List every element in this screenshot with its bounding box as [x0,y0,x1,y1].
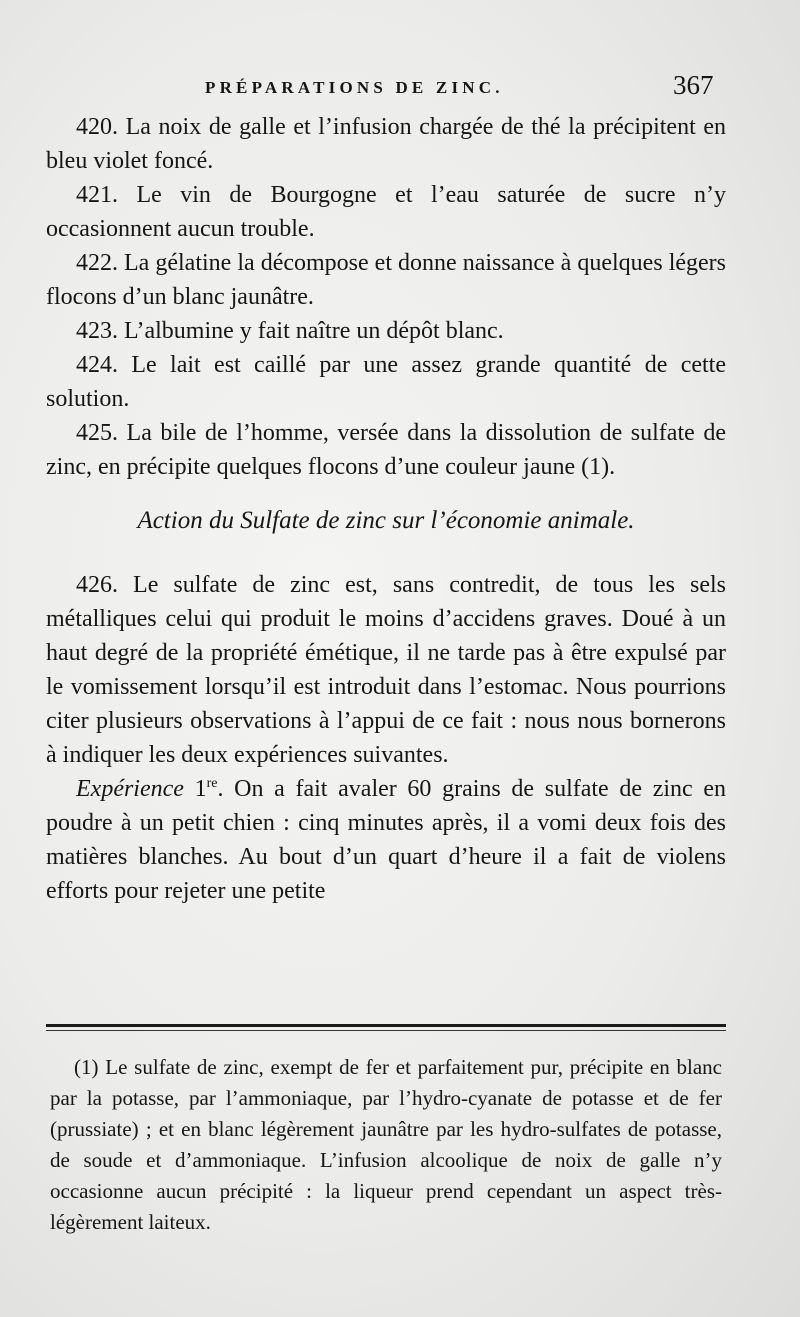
experience-text: . On a fait avaler 60 grains de sulfate de zinc en poudre à un petit chien : cinq minutes après, il a vomi deux fois des matières blanches. Au bout d’un quart d’heure il a fait de violens efforts pour rejeter une petite [46,776,726,904]
footnote [50,1052,722,1238]
paragraph-number: 426. [76,572,118,598]
main-text [46,110,726,908]
paragraph-423 [46,314,726,348]
experience-paragraph [46,772,726,908]
page-number: 367 [673,70,714,100]
paragraph-420 [46,110,726,178]
paragraph-421 [46,178,726,246]
footnote-marker: (1) [74,1055,99,1079]
paragraph-425 [46,416,726,484]
paragraph-text: Le sulfate de zinc est, sans contredit, de tous les sels métalliques celui qui produit le moins d’accidens graves. Doué à un haut degré de la propriété émétique, il ne tarde pas à être expulsé par le vomissement lorsqu’il est introduit dans l’estomac. Nous pourrions citer plusieurs observations à l’appui de ce fait : nous nous bornerons à indiquer les deux expériences suivantes. [46,572,726,768]
paragraph-text: Le lait est caillé par une assez grande quantité de cette solution. [46,352,726,412]
footnote-paragraph [50,1052,722,1238]
running-title: PRÉPARATIONS DE ZINC. [205,78,504,97]
experience-ordinal: 1 [194,776,207,802]
paragraph-number: 421. [76,182,118,208]
paragraph-422 [46,246,726,314]
paragraph-number: 425. [76,420,118,446]
footnote-rule [46,1024,726,1027]
section-title: Action du Sulfate de zinc sur l’économie animale. [137,507,635,534]
paragraph-number: 422. [76,250,118,276]
paragraph-number: 423. [76,318,118,344]
paragraph-text: La gélatine la décompose et donne naissance à quelques légers flocons d’un blanc jaunâtre. [46,250,726,310]
paragraph-426 [46,568,726,772]
paragraph-number: 424. [76,352,118,378]
paragraph-number: 420. [76,114,118,140]
experience-ordinal-sup: re [206,776,218,791]
footnote-rule-thin [46,1030,726,1031]
paragraph-text: La bile de l’homme, versée dans la dissolution de sulfate de zinc, en précipite quelques flocons d’une couleur jaune (1). [46,420,726,480]
footnote-text: Le sulfate de zinc, exempt de fer et parfaitement pur, précipite en blanc par la potasse, par l’ammoniaque, par l’hydro-cyanate de potasse et de fer (prussiate) ; et en blanc légèrement jaunâtre par les hydro-sulfates de potasse, de soude et d’ammoniaque. L’infusion alcoolique de noix de galle n’y occasionne aucun précipité : la liqueur prend cependant un aspect très-légèrement laiteux. [50,1055,722,1234]
page-header [0,70,800,110]
paragraph-text: Le vin de Bourgogne et l’eau saturée de sucre n’y occasionnent aucun trouble. [46,182,726,242]
paragraph-text: La noix de galle et l’infusion chargée de thé la précipitent en bleu violet foncé. [46,114,726,174]
paragraph-text: L’albumine y fait naître un dépôt blanc. [118,318,504,344]
paragraph-424 [46,348,726,416]
experience-label: Expérience [76,776,184,802]
